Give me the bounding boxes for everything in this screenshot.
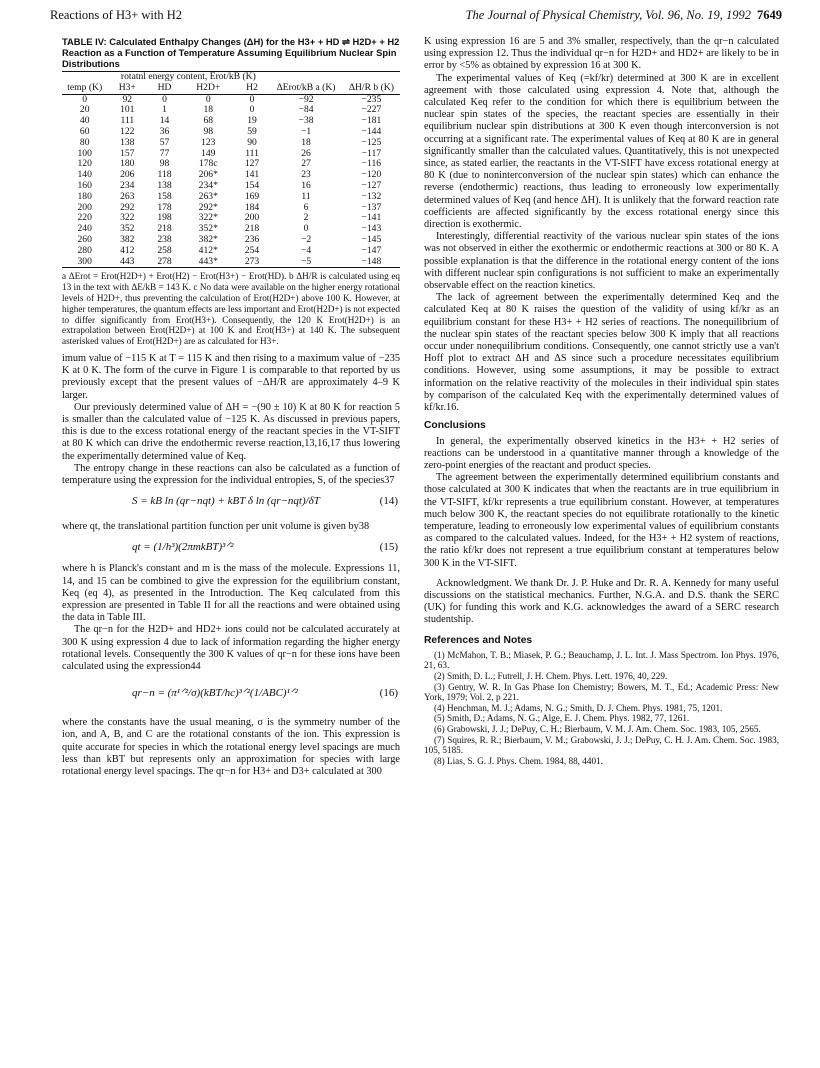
table-cell: 352 [120,223,135,235]
table-cell: 273 [235,257,270,268]
table-cell: 234 [120,179,135,191]
reference-item: (4) Henchman, M. J.; Adams, N. G.; Smith, D. J. Chem. Phys. 1981, 75, 1201. [434,702,723,713]
table-header-row [62,83,400,94]
table-cell: 292 [120,201,135,213]
reference-item: (3) Gentry, W. R. In Gas Phase Ion Chemistry; Bowers, M. T., Ed.; Academic Press: New York, 1979; Vol. 2, p 221. [424,681,779,703]
table-cell: 0 [162,93,167,105]
table-cell: 218 [157,223,172,235]
table-cell: 200 [244,212,260,224]
table-cell: 120 [77,158,92,170]
table-cell: 57 [159,136,170,148]
paragraph: The lack of agreement between the experimentally determined Keq and the calculated Keq at 80 K raises the question of the validity of using kf/kr as an equilibrium constant for these H3+ + H2 series of reactions. The nonequilibrium of the nuclear spin states of the reactant species below 300 K imply that all reactions occur under nonequilibrium conditions. Consequently, one cannot strictly use a van't Hoff plot to extract ΔH and ΔS since such a procedure necessitates equilibrium conditions. However, using some assumptions, it may be possible to extract information on the relative reactivity of the molecules in their individual spin states by comparison of the calculated Keq with the experimentally determined values of kf/kr.16. [424,292,779,414]
table-cell: −38 [298,115,314,127]
table-cell: 240 [77,223,92,235]
left-column [62,36,400,778]
table-cell: 0 [249,104,255,116]
table-column-header: HD [147,83,182,94]
table-footnote: a ΔErot = Erot(H2D+) + Erot(H2) − Erot(H3+) − Erot(HD). b ΔH/R is calculated using eq 13 in the text with ΔE/kB = 143 K. c No data were available on the higher energy rotational levels of H2D+, thus preventing the calculation of Erot(H2D+) above 100 K. However, at higher temperatures, the quantum effects are less important and Erot(H2D+) is not expected to differ significantly from Erot(H3+). Consequently, the 120 K Erot(H2D+) is an extrapolation between Erot(H2D+) at 100 K and Erot(H3+) at 140 K. The subsequent asterisked values of Erot(H2D+) are as calculated for H3+. [62,271,400,347]
reference-item: (5) Smith, D.; Adams, N. G.; Alge, E. J. Chem. Phys. 1982, 77, 1261. [434,713,690,724]
table-cell: 68 [203,115,214,127]
table-cell: −125 [361,136,382,148]
table-row [62,257,400,268]
table-cell: −1 [300,125,312,137]
table-cell: 238 [157,233,172,245]
table-column-header: ΔErot/kB a (K) [269,83,342,94]
table-column-header: H2D+ [182,83,235,94]
table-cell: −132 [361,190,382,202]
table-cell: −84 [298,104,314,116]
equation-15 [62,533,400,563]
table-cell: 206 [120,169,135,181]
table-cell: −144 [361,125,382,137]
journal-citation [466,8,782,23]
paragraph: Our previously determined value of ΔH = −(90 ± 10) K at 80 K for reaction 5 is smaller than the calculated value of −125 K. As discussed in previous papers, this is due to the excess rotational energy of the reactant species in the VT-SIFT at 80 K which can drive the endothermic reverse reaction,13,16,17 thus lowering the experimentally determined value of Keq. [62,401,400,462]
table-cell: 149 [201,147,216,159]
reference-list [424,650,779,767]
table-row [62,203,400,214]
table-row [62,116,400,127]
table-cell: 278 [147,257,182,268]
equation-number: (14) [379,495,398,508]
page-header [50,8,782,28]
table-cell: 27 [301,158,311,170]
table-cell: 157 [120,147,135,159]
table-cell: 263* [198,190,218,202]
reference-item: (6) Grabowski, J. J.; DePuy, C. H.; Bierbaum, V. M. J. Am. Chem. Soc. 1983, 105, 2565. [434,723,761,734]
table-cell: 382 [120,233,135,245]
table-cell: 178 [157,201,172,213]
table-cell: −143 [361,223,382,235]
table-cell: 20 [79,104,90,116]
paragraph: The agreement between the experimentally determined equilibrium constants and those calculated at 300 K indicates that when the reactants are in true equilibrium in the VT-SIFT, kf/kr represents a true equilibrium constant. However, at temperatures much below 300 K, the reactant species do not equilibrate rotationally to the kinetic temperature, leading to erroneously low experimental values of equilibrium constants as compared to the calculated values. Indeed, for the H3+ + H2 system of reactions, the ratio kf/kr does not represent a true equilibrium constant at temperatures below 300 K in the VT-SIFT. [424,472,779,569]
reference-item: (2) Smith, D. L.; Futrell, J. H. Chem. Phys. Lett. 1976, 40, 229. [434,670,668,681]
table-column-header: ΔH/R b (K) [343,83,400,94]
table-row [62,159,400,170]
table-cell: 236 [244,233,260,245]
table-cell: 122 [120,125,135,137]
table-cell: −147 [361,244,382,256]
paragraph: where h is Planck's constant and m is the mass of the molecule. Expressions 11, 14, and 15 can be combined to give the expression for the equilibrium constant, Keq (eq 4), as presented in the Introduction. The Keq calculated from this expression are presented in Table II for all the reactions and were obtained using the data in Table III. [62,563,400,624]
paragraph: In general, the experimentally observed kinetics in the H3+ + H2 series of reactions can be understood in a quantitative manner through a knowledge of the zero-point energies of the reactant and product species. [424,435,779,471]
table-cell: 36 [159,125,170,137]
equation-16 [62,673,400,717]
paragraph: The qr−n for the H2D+ and HD2+ ions could not be calculated accurately at 300 K using expression 4 due to lack of information regarding the higher energy rotational levels. Consequently the 300 K values of qr−n for these ions have been calculated using the expression44 [62,624,400,672]
table-cell: 160 [77,179,92,191]
table-cell: 352* [198,223,218,235]
table-cell: 218 [244,223,260,235]
table-cell: 59 [247,125,257,137]
table-cell: 19 [247,115,257,127]
table-row [62,105,400,116]
table-cell: 40 [79,115,90,127]
table-cell: 98 [203,125,214,137]
equation-number: (16) [379,687,398,700]
equation-text: S = kB ln (qr−nqt) + kBT δ ln (qr−nqt)/δT [132,495,320,508]
table-cell: 11 [301,190,311,202]
table-cell: −4 [300,244,312,256]
table-cell: 60 [79,125,90,137]
table-cell: 80 [79,136,90,148]
table-cell: 234* [198,179,218,191]
table-cell: 98 [159,158,170,170]
table-cell: −181 [361,115,382,127]
table-row [62,213,400,224]
table-cell: −148 [343,257,400,268]
table-column-header: H3+ [107,83,147,94]
table-cell: 0 [205,93,211,105]
table-cell: 169 [244,190,260,202]
table-cell: 127 [244,158,260,170]
paragraph: where the constants have the usual meaning, σ is the symmetry number of the ion, and A, B, and C are the rotational constants of the ion. This expression is quite accurate for species in which the rotational energy level spacings are much less than kBT but represents only an approximation for species with large rotational energy level spacings. The qr−n for H3+ and D3+ calculated at 300 [62,717,400,777]
table-cell: 220 [77,212,92,224]
equation-number: (15) [379,541,398,554]
table-row [62,94,400,105]
table-cell: 2 [303,212,309,224]
table-cell: 92 [122,93,133,105]
table-column-header: temp (K) [62,83,107,94]
table-cell: 26 [301,147,311,159]
table-cell: 260 [77,233,92,245]
table-cell: 292* [198,201,218,213]
reference-item: (1) McMahon, T. B.; Miasek, P. G.; Beauchamp, J. L. Int. J. Mass Spectrom. Ion Phys. 1976, 21, 63. [424,649,779,671]
table-cell: 111 [245,147,259,159]
table-cell: 18 [203,104,214,116]
table-cell: 280 [77,244,92,256]
table-cell: 77 [159,147,170,159]
table-cell: 254 [244,244,260,256]
table-cell: 140 [77,169,92,181]
table-cell: −116 [361,158,382,170]
table-row [62,138,400,149]
paragraph: where qt, the translational partition function per unit volume is given by38 [62,521,370,533]
table-group-header: rotatnl energy content, Erot/kB (K) [107,72,269,83]
table-cell: 100 [77,147,92,159]
table-cell: 16 [301,179,311,191]
table-cell: 0 [249,93,255,105]
table-cell: 138 [120,136,135,148]
paragraph: The experimental values of Keq (=kf/kr) determined at 300 K are in excellent agreement with those calculated using expression 4. Note that, although the calculated Keq refer to the condition for which there is equilibrium between the nuclear spin states of the species, the reactant species are essentially in their equilibrium nuclear spin distributions at 300 K even though interconversion is not occurring at a significant rate. The experimental values of Keq at 80 K are in general significantly smaller than the calculated values. Quantitatively, this is not unexpected since, as stated earlier, the reactants in the VT-SIFT have excess rotational energy at 80 K (due to noninterconversion of the nuclear spin states) which can enhance the reverse (endothermic) reactions, thus leading to erroneously low experimentally determined values of Keq (and hence ΔH). It is unlikely that the forward reaction rate coefficients are affected significantly by the excess rotational energy since this direction is exothermic. [424,72,779,231]
journal-name: The Journal of Physical Chemistry, Vol. 96, No. 19, 1992 [465,8,751,22]
table-cell: −145 [361,233,382,245]
table-cell: 141 [244,169,260,181]
table-cell: 178c [198,158,218,170]
acknowledgment: Acknowledgment. We thank Dr. J. P. Huke and Dr. R. A. Kennedy for many useful discussions on the statistical mechanics. Further, N.G.A. and D.S. thank the SERC (UK) for funding this work and K.G. acknowledges the award of a SERC research studentship. [424,577,779,626]
table-cell: 154 [244,179,260,191]
table-cell: 412* [198,244,218,256]
table-cell: −141 [361,212,382,224]
paragraph: The entropy change in these reactions can also be calculated as a function of temperature using the expression for the individual entropies, S, of the species37 [62,462,400,486]
table-cell: 14 [159,115,170,127]
table-cell: 206* [198,169,218,181]
right-column [424,36,779,766]
table-cell: 111 [120,115,135,127]
table-cell: −227 [361,104,382,116]
table-cell: −117 [361,147,382,159]
table-row [62,181,400,192]
table-body [62,94,400,268]
table-cell: 18 [301,136,311,148]
table-cell: 322* [198,212,218,224]
paragraph: imum value of −115 K at T = 115 K and then rising to a maximum value of −235 K at 0 K. The form of the curve in Figure 1 is comparable to that reported by us previously except that the present values of −ΔH/R are approximately 4–9 K larger. [62,352,400,401]
table-cell: 0 [82,93,88,105]
table-cell: 180 [120,158,135,170]
table-row [62,170,400,181]
table-cell: 184 [244,201,260,213]
table-caption: TABLE IV: Calculated Enthalpy Changes (ΔH) for the H3+ + HD ⇌ H2D+ + H2 Reaction as a Function of Temperature Assuming Equilibrium Nuclear Spin Distributions [62,36,400,69]
table-cell: 158 [157,190,172,202]
reference-item: (7) Squires, R. R.; Bierbaum, V. M.; Grabowski, J. J.; DePuy, C. H. J. Am. Chem. Soc. 1983, 105, 5185. [424,734,779,756]
table-row [62,192,400,203]
section-heading-references: References and Notes [424,634,533,646]
table-cell: 180 [77,190,92,202]
enthalpy-table [62,71,400,268]
table-cell: 23 [301,169,311,181]
table-cell: 1 [162,104,167,116]
table-cell: −120 [361,169,382,181]
table-cell: 0 [303,223,309,235]
page-number: 7649 [757,8,782,22]
equation-text: qr−n = (π¹ᐟ²/σ)(kBT/hc)³ᐟ²(1/ABC)¹ᐟ² [132,687,298,700]
table-cell: 263 [120,190,135,202]
running-title: Reactions of H3+ with H2 [50,8,183,22]
table-cell: −92 [298,93,314,105]
table-cell: −137 [361,201,382,213]
table-cell: 6 [303,201,309,213]
table-cell: 123 [201,136,216,148]
table-cell: 443* [182,257,235,268]
table-row [62,224,400,235]
table-cell: −127 [361,179,382,191]
table-cell: 138 [157,179,172,191]
table-cell: 101 [120,104,135,116]
table-cell: −235 [361,93,382,105]
table-row [62,127,400,138]
table-cell: 412 [120,244,135,256]
equation-14 [62,487,400,521]
table-cell: 258 [157,244,172,256]
table-cell: 90 [247,136,257,148]
paragraph: K using expression 16 are 5 and 3% smaller, respectively, than the qr−n calculated using expression 12. Thus the individual qr−n for H2D+ and HD2+ are likely to be in error by <5% as obtained by expression 16 at 300 K. [424,36,779,72]
table-row [62,246,400,257]
paragraph: Interestingly, differential reactivity of the various nuclear spin states of the ions was not observed in either the exothermic or endothermic reactions at 300 or 80 K. A possible explanation is that the difference in the rotational energy content of the ions with different nuclear spin configurations is not sufficient to make an experimentally observable effect on the reaction kinetics. [424,231,779,292]
table-column-header: H2 [235,83,270,94]
table-cell: 322 [120,212,135,224]
table-row [62,235,400,246]
equation-text: qt = (1/h³)(2πmkBT)³ᐟ² [132,541,234,554]
table-cell: −5 [269,257,342,268]
table-cell: 443 [107,257,147,268]
table-row [62,149,400,160]
table-cell: 200 [77,201,92,213]
table-cell: 382* [198,233,218,245]
reference-item: (8) Lias, S. G. J. Phys. Chem. 1984, 88, 4401. [434,755,603,766]
table-cell: −2 [300,233,312,245]
table-cell: 118 [157,169,172,181]
section-heading-conclusions: Conclusions [424,420,486,432]
table-cell: 198 [157,212,172,224]
table-cell: 300 [62,257,107,268]
